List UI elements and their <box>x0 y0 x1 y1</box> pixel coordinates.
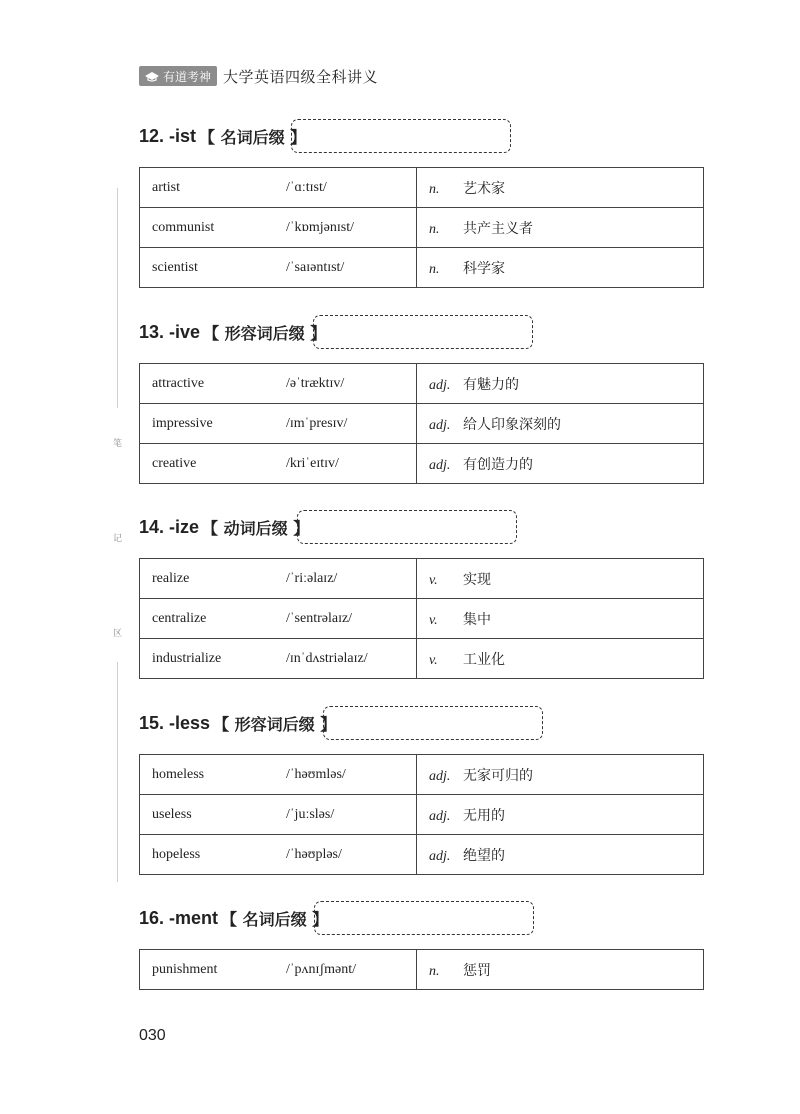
brand-name: 有道考神 <box>163 69 212 84</box>
table-row <box>140 208 704 248</box>
answer-blank[interactable] <box>313 315 533 349</box>
table-row <box>140 755 704 795</box>
vocab-word: communist <box>152 219 215 235</box>
vocab-word: scientist <box>152 259 198 275</box>
table-row <box>140 950 704 990</box>
section-label: 【 形容词后缀 】 <box>213 714 337 734</box>
margin-line-bottom <box>117 662 118 882</box>
section-title <box>139 907 328 929</box>
section-number: 14. <box>139 516 165 537</box>
vocab-phonetic: /ˈsentrəlaɪz/ <box>286 610 353 626</box>
vocab-word: centralize <box>152 610 207 626</box>
section-suffix: -ist <box>169 125 197 146</box>
answer-blank[interactable] <box>297 510 517 544</box>
vocab-meaning: 艺术家 <box>463 180 505 197</box>
table-row <box>140 835 704 875</box>
table-row <box>140 168 704 208</box>
vocab-pos: v. <box>429 652 438 668</box>
vocab-meaning: 集中 <box>463 611 491 628</box>
vocab-table <box>139 363 704 484</box>
table-row <box>140 559 704 599</box>
table-row <box>140 599 704 639</box>
vocab-phonetic: /ˈjuːsləs/ <box>286 806 335 822</box>
vocab-table <box>139 754 704 875</box>
vocab-phonetic: /ˈhəʊpləs/ <box>286 846 342 862</box>
vocab-pos: adj. <box>429 377 451 393</box>
vocab-phonetic: /əˈtræktɪv/ <box>286 375 345 391</box>
vocab-phonetic: /ˈhəʊmləs/ <box>286 766 346 782</box>
vocab-word: hopeless <box>152 846 201 862</box>
vocab-meaning: 无用的 <box>463 807 505 824</box>
table-row <box>140 795 704 835</box>
brand-badge <box>139 66 217 86</box>
vocab-meaning: 给人印象深刻的 <box>463 416 561 433</box>
vocab-pos: v. <box>429 572 438 588</box>
vocab-meaning: 工业化 <box>463 651 505 668</box>
section-number: 13. <box>139 321 165 342</box>
section-suffix: -ment <box>169 907 219 928</box>
section-label: 【 名词后缀 】 <box>221 909 329 929</box>
vocab-meaning: 无家可归的 <box>463 767 533 784</box>
section-suffix: -less <box>169 712 211 733</box>
section-title <box>139 321 326 343</box>
vocab-pos: adj. <box>429 457 451 473</box>
vocab-word: industrialize <box>152 650 222 666</box>
section-label: 【 形容词后缀 】 <box>203 323 327 343</box>
vocab-meaning: 有魅力的 <box>463 376 519 393</box>
section-label: 【 名词后缀 】 <box>199 127 307 147</box>
table-row <box>140 248 704 288</box>
vocab-phonetic: /ˈsaɪəntɪst/ <box>286 259 345 275</box>
vocab-word: artist <box>152 179 180 195</box>
vocab-phonetic: /ɪnˈdʌstriəlaɪz/ <box>286 650 368 666</box>
section-number: 16. <box>139 907 165 928</box>
page-number: 030 <box>139 1027 166 1044</box>
vocab-meaning: 惩罚 <box>463 962 491 979</box>
vocab-pos: adj. <box>429 848 451 864</box>
margin-note-char: 笔 <box>113 439 123 449</box>
vocab-meaning: 共产主义者 <box>463 220 533 237</box>
vocab-word: useless <box>152 806 192 822</box>
vocab-meaning: 绝望的 <box>463 847 505 864</box>
answer-blank[interactable] <box>314 901 534 935</box>
margin-note-char: 区 <box>113 629 123 639</box>
margin-line-top <box>117 188 118 408</box>
answer-blank[interactable] <box>323 706 543 740</box>
vocab-word: attractive <box>152 375 205 391</box>
vocab-pos: adj. <box>429 808 451 824</box>
table-row <box>140 639 704 679</box>
vocab-word: creative <box>152 455 197 471</box>
book-title: 大学英语四级全科讲义 <box>223 67 379 86</box>
section-suffix: -ize <box>169 516 200 537</box>
vocab-phonetic: /kriˈeɪtɪv/ <box>286 455 339 471</box>
vocab-meaning: 有创造力的 <box>463 456 533 473</box>
vocab-table <box>139 949 704 990</box>
vocab-phonetic: /ˈpʌnɪʃmənt/ <box>286 961 356 977</box>
section-number: 15. <box>139 712 165 733</box>
vocab-meaning: 实现 <box>463 571 491 588</box>
vocab-table <box>139 167 704 288</box>
answer-blank[interactable] <box>291 119 511 153</box>
vocab-table <box>139 558 704 679</box>
section-number: 12. <box>139 125 165 146</box>
vocab-word: punishment <box>152 961 218 977</box>
vocab-word: realize <box>152 570 190 586</box>
vocab-phonetic: /ˈriːəlaɪz/ <box>286 570 338 586</box>
vocab-pos: n. <box>429 221 440 237</box>
margin-note-char: 记 <box>113 534 123 544</box>
vocab-pos: n. <box>429 261 440 277</box>
section-suffix: -ive <box>169 321 201 342</box>
vocab-pos: adj. <box>429 768 451 784</box>
vocab-phonetic: /ˈɑːtɪst/ <box>286 179 327 195</box>
vocab-pos: n. <box>429 963 440 979</box>
vocab-pos: v. <box>429 612 438 628</box>
vocab-pos: adj. <box>429 417 451 433</box>
section-title <box>139 516 309 538</box>
section-title <box>139 125 306 147</box>
table-row <box>140 364 704 404</box>
vocab-phonetic: /ˈkɒmjənɪst/ <box>286 219 354 235</box>
section-label: 【 动词后缀 】 <box>202 518 310 538</box>
hat-icon <box>144 70 160 82</box>
vocab-pos: n. <box>429 181 440 197</box>
table-row <box>140 444 704 484</box>
vocab-meaning: 科学家 <box>463 260 505 277</box>
table-row <box>140 404 704 444</box>
section-title <box>139 712 336 734</box>
page-header <box>139 66 378 86</box>
vocab-phonetic: /ɪmˈpresɪv/ <box>286 415 348 431</box>
vocab-word: impressive <box>152 415 213 431</box>
vocab-word: homeless <box>152 766 205 782</box>
